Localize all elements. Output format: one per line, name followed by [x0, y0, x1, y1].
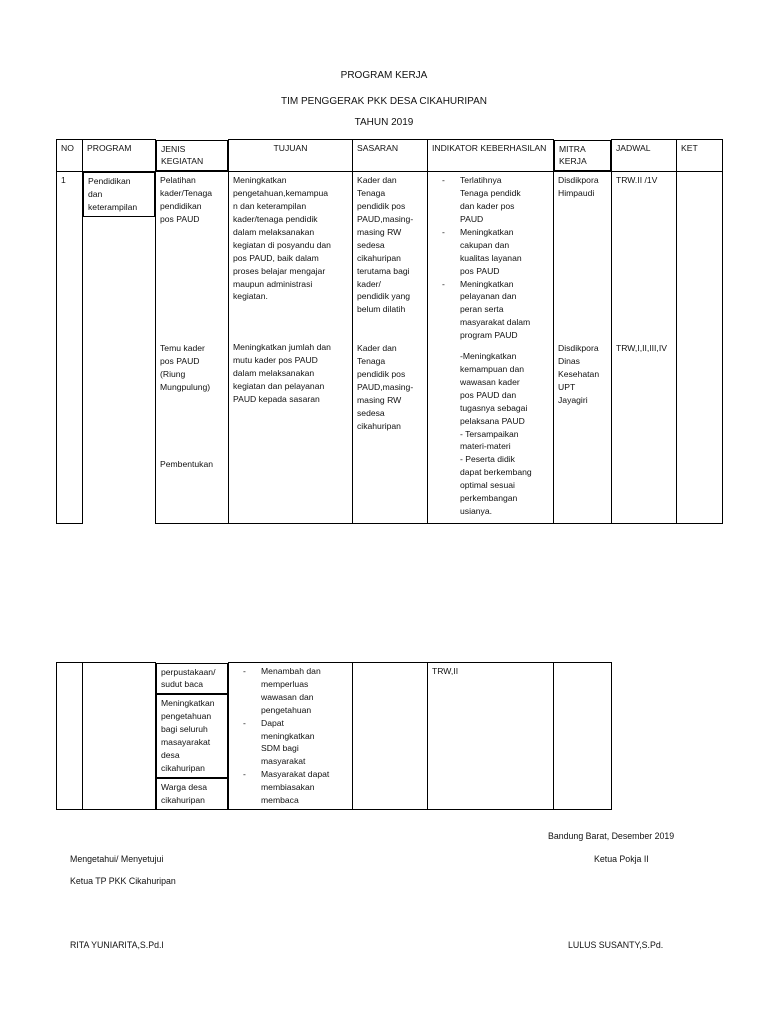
row-tujuan: [229, 172, 353, 524]
header-row: [57, 140, 723, 172]
document-title: PROGRAM KERJA: [340, 70, 428, 81]
jenis-pembentukan: Pembentukan: [160, 458, 214, 469]
col-indikator: INDIKATOR KEBERHASILAN: [428, 140, 554, 172]
col-program: PROGRAM: [83, 140, 156, 172]
signatory-left: RITA YUNIARITA,S.Pd.I: [70, 940, 164, 950]
list-item: - Meningkatkan pelayanan dan peran serta masyarakat dalam program PAUD: [432, 278, 549, 343]
jadwal-2: TRW,I,II,III,IV: [616, 343, 667, 354]
place-date: Bandung Barat, Desember 2019: [548, 831, 675, 841]
row-indikator: [229, 663, 353, 810]
sasaran-1: Kader dan Tenaga pendidik pos PAUD,masing- masing RW sedesa cikahuripan terutama bagi kader/ pendidik yang belum dilatih: [357, 175, 414, 315]
jenis-temu-kader: Temu kader pos PAUD (Riung Mungpulung): [160, 342, 211, 392]
approval-label: Mengetahui/ Menyetujui: [70, 854, 164, 864]
document-year: TAHUN 2019: [354, 117, 414, 128]
col-sasaran: SASARAN: [353, 140, 428, 172]
pokja-label: Ketua Pokja II: [594, 854, 649, 864]
row-jenis: [156, 172, 229, 524]
row-program: Pendidikan dan keterampilan: [83, 172, 155, 217]
list-item: - Menambah dan memperluas wawasan dan pengetahuan: [233, 665, 348, 717]
program-table-top: [56, 139, 723, 524]
list-item: - Dapat meningkatkan SDM bagi masyarakat: [233, 717, 348, 769]
row-indikator: [428, 172, 554, 524]
col-no: NO: [57, 140, 83, 172]
document-subtitle: TIM PENGGERAK PKK DESA CIKAHURIPAN: [281, 96, 487, 107]
mitra-1: Disdikpora Himpaudi: [558, 175, 599, 199]
tujuan-1: Meningkatkan pengetahuan,kemampua n dan keterampilan kader/tenaga pendidik dalam melaksanakan kegiatan di posyandu dan pos PAUD, baik dalam proses belajar mengajar maupun administrasi kegiatan.: [233, 175, 331, 302]
row-ket: [677, 172, 723, 524]
row-jadwal: TRW,II: [428, 663, 554, 810]
col-jenis: JENIS KEGIATAN: [156, 140, 228, 172]
col-jadwal: JADWAL: [612, 140, 677, 172]
jenis-pelatihan: Pelatihan kader/Tenaga pendidikan pos PAUD: [160, 175, 213, 225]
row-sasaran: [353, 172, 428, 524]
row-jenis: perpustakaan/ sudut baca: [156, 663, 228, 695]
program-table-bottom: [56, 662, 723, 810]
col-mitra: MITRA KERJA: [554, 140, 611, 172]
table-row: [57, 172, 723, 524]
list-item: - Masyarakat dapat membiasakan membaca: [233, 768, 348, 807]
tujuan-2: Meningkatkan jumlah dan mutu kader pos PAUD dalam melaksanakan kegiatan dan pelayanan PAUD kepada sasaran: [233, 342, 331, 404]
row-sasaran: Warga desa cikahuripan: [156, 778, 228, 810]
signatory-right: LULUS SUSANTY,S.Pd.: [568, 940, 664, 950]
indikator-text: -Meningkatkan kemampuan dan wawasan kader pos PAUD dan tugasnya sebagai pelaksana PAUD - Tersampaikan materi-materi - Peserta didik dapat berkembang optimal sesuai perkembangan usianya.: [460, 351, 532, 516]
row-jadwal: [612, 172, 677, 524]
col-tujuan: TUJUAN: [229, 140, 353, 172]
row-mitra: [554, 172, 612, 524]
mitra-2: Disdikpora Dinas Kesehatan UPT Jayagiri: [558, 343, 600, 405]
list-item: - Terlatihnya Tenaga pendidk dan kader pos PAUD: [432, 174, 549, 226]
row-tujuan: Meningkatkan pengetahuan bagi seluruh masayarakat desa cikahuripan: [156, 694, 228, 777]
row-no: 1: [57, 172, 83, 524]
sasaran-2: Kader dan Tenaga pendidik pos PAUD,masing- masing RW sedesa cikahuripan: [357, 343, 414, 431]
col-ket: KET: [677, 140, 723, 172]
ketua-label: Ketua TP PKK Cikahuripan: [70, 876, 176, 886]
indikator-list: [432, 174, 549, 342]
table-row: [57, 663, 723, 810]
list-item: - Meningkatkan cakupan dan kualitas layanan pos PAUD: [432, 226, 549, 278]
jadwal-1: TRW.II /1V: [616, 175, 658, 186]
indikator-list: [233, 665, 348, 807]
